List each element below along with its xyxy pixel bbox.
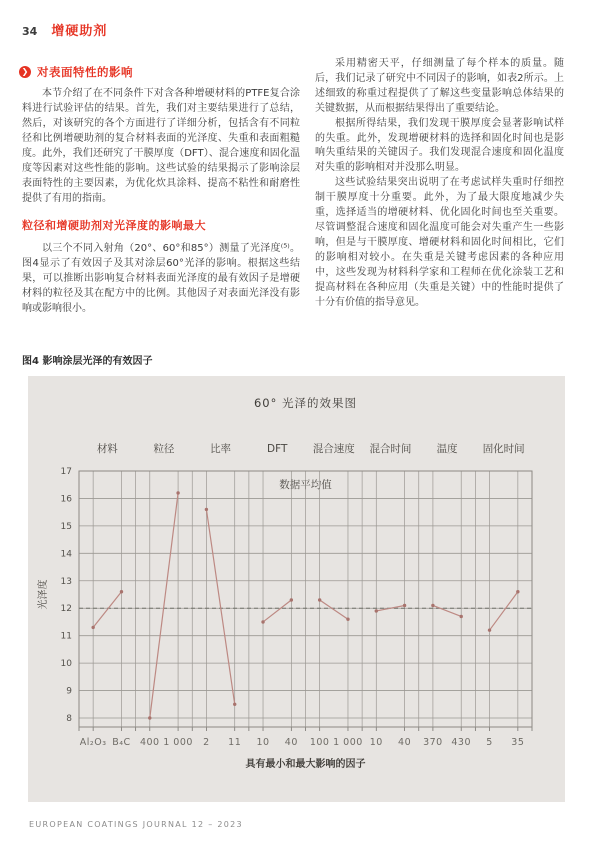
- paragraph: 这些试验结果突出说明了在考虑试样失重时仔细控制干膜厚度十分重要。此外，为了最大限度地减少失重，选择适当的增硬材料、优化固化时间也至关重要。尽管调整混合速度和固化温度可能会对失重产生一些影响，但是与干膜厚度、增硬材料和固化时间相比，它们的影响相对较小。在失重是关键考虑因素的各种应用中，这些发现为材料科学家和工程师在优化涂装工艺和提高材料在各种应用（失重是关键）中的性能时提供了十分有价值的指导意见。: [315, 177, 564, 308]
- svg-text:B₄C: B₄C: [112, 737, 131, 748]
- svg-text:17: 17: [60, 467, 72, 477]
- svg-text:11: 11: [228, 737, 242, 748]
- section-heading-row: [19, 64, 133, 80]
- svg-text:60° 光泽的效果图: 60° 光泽的效果图: [253, 396, 358, 410]
- paragraph: 本节介绍了在不同条件下对含各种增硬材料的PTFE复合涂料进行试验评估的结果。首先，我们对主要结果进行了总结，然后，对该研究的各个方面进行了详细分析，包括含有不同粒径和比例增硬助剂的复合材料表面的光泽度、失重和表面粗糙度。此外，我们还研究了干膜厚度（DFT）、混合速度和固化温度等因素对这些性能的影响。这些试验的结果揭示了影响涂层表面特性的主要因素，为优化炊具涂料、提高不粘性和耐磨性提供了有用的指南。: [22, 88, 300, 204]
- page-number: 34: [22, 25, 38, 38]
- svg-text:数据平均值: 数据平均值: [279, 479, 332, 491]
- svg-text:材料: 材料: [96, 443, 118, 455]
- svg-text:10: 10: [60, 659, 72, 670]
- paragraph: 以三个不同入射角（20°、60°和85°）测量了光泽度⁽⁵⁾。图4显示了有效因子及其对涂层60°光泽的影响。根据这些结果，可以推断出影响复合材料表面光泽度的最有效因子是增硬材料的粒径及其在配方中的比例。其他因子对表面光泽没有影响或影响很小。: [22, 243, 300, 314]
- svg-text:40: 40: [398, 737, 412, 748]
- svg-text:具有最小和最大影响的因子: 具有最小和最大影响的因子: [245, 759, 366, 770]
- svg-text:5: 5: [486, 737, 493, 748]
- svg-text:10: 10: [256, 737, 270, 748]
- svg-text:1 000: 1 000: [333, 737, 363, 748]
- svg-text:370: 370: [423, 737, 443, 748]
- svg-text:35: 35: [511, 737, 525, 748]
- svg-text:Al₂O₃: Al₂O₃: [79, 737, 107, 748]
- svg-text:16: 16: [60, 494, 72, 505]
- svg-text:400: 400: [139, 737, 160, 748]
- svg-text:8: 8: [66, 714, 72, 724]
- svg-text:100: 100: [309, 737, 330, 748]
- left-column: [22, 86, 300, 316]
- svg-text:光泽度: 光泽度: [38, 579, 49, 610]
- svg-text:混合速度: 混合速度: [312, 443, 355, 455]
- svg-text:15: 15: [60, 521, 72, 532]
- svg-text:1 000: 1 000: [163, 737, 193, 748]
- journal-footer: EUROPEAN COATINGS JOURNAL 12 – 2023: [29, 820, 243, 829]
- svg-text:13: 13: [60, 576, 72, 587]
- svg-text:2: 2: [203, 737, 210, 748]
- svg-text:粒径: 粒径: [153, 443, 175, 455]
- svg-text:40: 40: [284, 737, 298, 748]
- svg-text:固化时间: 固化时间: [482, 443, 525, 455]
- paragraph: 采用精密天平，仔细测量了每个样本的质量。随后，我们记录了研究中不同因子的影响，如表2所示。上述细致的称重过程提供了了解这些变量影响总体结果的关键数据，从而根据结果得出了重要结论。: [315, 58, 564, 114]
- arrow-bullet-icon: ❯: [19, 66, 31, 78]
- figure-caption: 图4 影响涂层光泽的有效因子: [22, 356, 153, 367]
- svg-text:12: 12: [60, 604, 72, 615]
- svg-text:10: 10: [369, 737, 383, 748]
- svg-text:比率: 比率: [210, 443, 232, 455]
- svg-text:14: 14: [60, 549, 72, 560]
- svg-text:DFT: DFT: [267, 443, 288, 455]
- svg-text:混合时间: 混合时间: [369, 443, 412, 455]
- section-heading: 对表面特性的影响: [37, 65, 133, 79]
- chart-panel: [28, 376, 565, 802]
- right-column: [315, 57, 564, 310]
- svg-text:430: 430: [451, 737, 472, 748]
- paragraph: 根据所得结果，我们发现干膜厚度会显著影响试样的失重。此外，发现增硬材料的选择和固化时间也是影响失重结果的关键因子。我们发现混合速度和固化温度对失重的影响相对并没那么明显。: [315, 117, 564, 174]
- gloss-effects-chart: [28, 376, 565, 802]
- svg-text:温度: 温度: [436, 443, 458, 455]
- page-header: [22, 20, 107, 39]
- page-title: 增硬助剂: [51, 24, 108, 39]
- subsection-heading: 粒径和增硬助剂对光泽度的影响最大: [22, 219, 206, 232]
- svg-text:11: 11: [60, 631, 72, 642]
- svg-text:9: 9: [66, 686, 72, 697]
